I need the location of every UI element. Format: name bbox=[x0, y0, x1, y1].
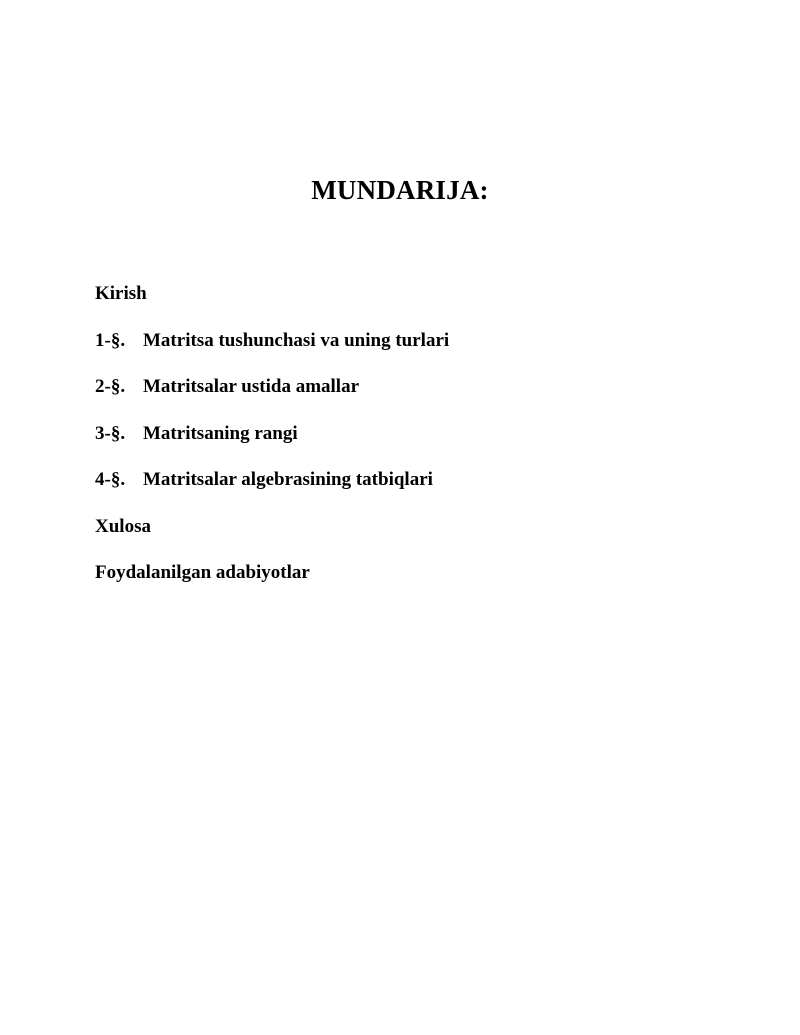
toc-item-number: 4-§. bbox=[95, 469, 126, 490]
toc-item-section-1 bbox=[95, 328, 449, 375]
toc-item-references bbox=[95, 560, 449, 607]
toc-item-introduction bbox=[95, 281, 449, 328]
toc-item-label: Foydalanilgan adabiyotlar bbox=[95, 562, 310, 583]
toc-item-label: Matritsa tushunchasi va uning turlari bbox=[143, 329, 450, 351]
toc-item-label: Matritsalar algebrasining tatbiqlari bbox=[143, 469, 433, 490]
toc-item-label: Matritsalar ustida amallar bbox=[143, 376, 360, 397]
toc-item-number: 2-§. bbox=[95, 376, 126, 397]
toc-item-label: Xulosa bbox=[95, 515, 151, 537]
toc-item-section-4 bbox=[95, 467, 449, 514]
toc-item-section-2 bbox=[95, 374, 449, 421]
toc-item-conclusion bbox=[95, 514, 449, 561]
toc-item-number: 3-§. bbox=[95, 422, 126, 444]
page-title: MUNDARIJA: bbox=[311, 175, 489, 205]
toc-item-number: 1-§. bbox=[95, 329, 126, 351]
table-of-contents bbox=[95, 281, 449, 607]
toc-item-label: Matritsaning rangi bbox=[143, 422, 298, 444]
toc-item-label: Kirish bbox=[95, 283, 147, 304]
toc-item-section-3 bbox=[95, 421, 449, 468]
